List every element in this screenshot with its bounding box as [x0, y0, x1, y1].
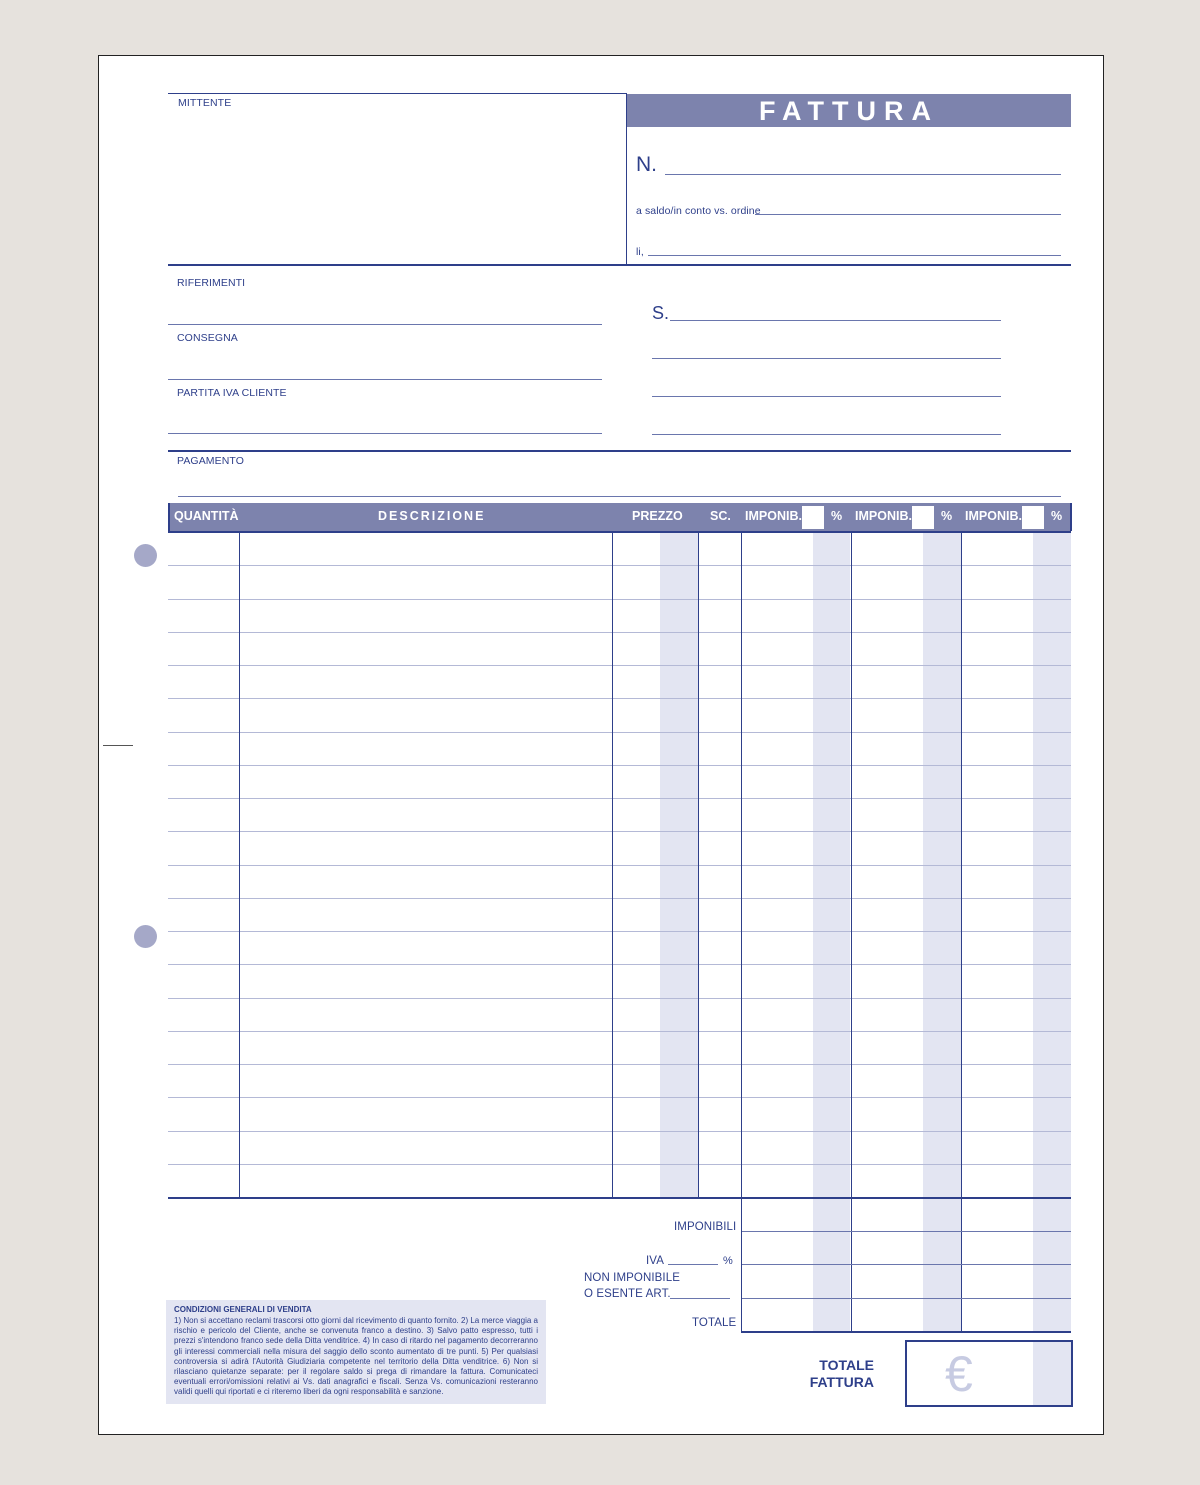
exempt-article-label: O ESENTE ART. [584, 1288, 671, 1300]
exempt-article-field[interactable] [670, 1298, 730, 1299]
table-row-line [168, 931, 1071, 932]
totals-line-2 [742, 1264, 1071, 1265]
table-row-line [168, 998, 1071, 999]
table-row-line [168, 698, 1071, 699]
col-price-header: PREZZO [632, 509, 683, 523]
conditions-text: 1) Non si accettano reclami trascorsi otto giorni dal ricevimento di quanto fornito. 2) La merce viaggia a rischio e pericolo del Cliente, anche se convenuta franco a destino. 3) Salvo patto espresso, tutti i prezzi s'intendono franco sede della Ditta venditrice. 4) In caso di ritardo nel pagamento decorreranno gli interessi commerciali nella misura del saggio dello sconto aumentato di tre punti. 5) Per qualsiasi controversia si adirà l'Autorità Giudiziaria competente nel territorio della Ditta venditrice. 6) Non si rilasciano quietanze separate: per il regolare saldo si prega di rimandare la fattura. Comunicateci eventuali errori/omissioni relativi ai Vs. dati anagrafici e fiscali. Senza Vs. comunicazioni resteranno validi quelli qui riportati e ci riteremo liberi da ogni responsabilità e sanzione. [174, 1316, 538, 1397]
place-label: li, [636, 246, 644, 258]
header-slot-3 [1022, 506, 1044, 529]
table-right-edge [1070, 503, 1072, 531]
section-divider-2 [168, 450, 1071, 452]
header-slot-2 [912, 506, 934, 529]
vat-rate-field[interactable] [668, 1264, 718, 1265]
table-row-line [168, 1131, 1071, 1132]
invoice-total-box[interactable] [905, 1340, 1073, 1407]
table-row-line [168, 831, 1071, 832]
table-row-line [168, 732, 1071, 733]
sender-top-line [168, 93, 626, 94]
number-label: N. [636, 153, 657, 176]
vat-number-label: PARTITA IVA CLIENTE [177, 387, 287, 399]
delivery-label: CONSEGNA [177, 332, 238, 344]
recipient-line-1[interactable] [670, 320, 1001, 321]
conditions-box [166, 1300, 546, 1404]
table-row-line [168, 565, 1071, 566]
col-taxable-2-header: IMPONIB. [855, 509, 912, 523]
totals-bottom [741, 1331, 1071, 1333]
total-cents-band [1033, 1342, 1071, 1405]
col-divider-taxable-1 [851, 532, 852, 1332]
recipient-line-4[interactable] [652, 434, 1001, 435]
recipient-line-3[interactable] [652, 396, 1001, 397]
col-pct-3-header: % [1051, 509, 1063, 523]
number-field[interactable] [665, 174, 1061, 175]
col-divider-quantity [239, 532, 240, 1198]
col-discount-header: SC. [710, 509, 731, 523]
table-row-line [168, 865, 1071, 866]
table-row-line [168, 798, 1071, 799]
fold-mark [103, 745, 133, 746]
table-header [168, 503, 1071, 531]
col-taxable-3-header: IMPONIB. [965, 509, 1022, 523]
order-field[interactable] [755, 214, 1061, 215]
col-divider-discount [741, 532, 742, 1332]
col-description-header: DESCRIZIONE [378, 509, 486, 523]
col-pct-2-header: % [941, 509, 953, 523]
col-divider-price [698, 532, 699, 1198]
col-divider-description [612, 532, 613, 1198]
table-row-line [168, 1031, 1071, 1032]
references-field[interactable] [168, 324, 602, 325]
table-row-line [168, 632, 1071, 633]
vat-percent-sign: % [723, 1255, 733, 1267]
table-row-line [168, 1097, 1071, 1098]
euro-icon: € [945, 1346, 973, 1402]
col-quantity-header: QUANTITÀ [174, 509, 239, 523]
totals-line-3 [742, 1298, 1071, 1299]
table-left-edge [168, 503, 170, 531]
table-row-line [168, 1064, 1071, 1065]
section-divider-1 [168, 264, 1071, 266]
order-label: a saldo/in conto vs. ordine [636, 205, 761, 217]
col-divider-taxable-2 [961, 532, 962, 1332]
table-header-bottom [168, 531, 1071, 533]
col-pct-1-header: % [831, 509, 843, 523]
recipient-line-2[interactable] [652, 358, 1001, 359]
delivery-field[interactable] [168, 379, 602, 380]
vat-number-field[interactable] [168, 433, 602, 434]
header-slot-1 [802, 506, 824, 529]
table-bottom [168, 1197, 1071, 1199]
sender-label: MITTENTE [178, 97, 232, 109]
invoice-total-label-line-2: FATTURA [809, 1374, 874, 1390]
place-date-field[interactable] [648, 255, 1061, 256]
invoice-total-label [790, 1357, 874, 1391]
invoice-title-bar [627, 94, 1071, 127]
table-row-line [168, 765, 1071, 766]
references-label: RIFERIMENTI [177, 277, 246, 289]
table-row-line [168, 898, 1071, 899]
vat-total-label: IVA [646, 1255, 664, 1267]
invoice-title: FATTURA [759, 96, 939, 126]
table-row-line [168, 964, 1071, 965]
payment-field[interactable] [178, 496, 1061, 497]
grand-total-label: TOTALE [692, 1317, 737, 1329]
binder-hole-top [134, 544, 157, 567]
payment-label: PAGAMENTO [177, 455, 245, 467]
totals-line-1 [742, 1231, 1071, 1232]
recipient-label: S. [652, 303, 670, 323]
non-taxable-label: NON IMPONIBILE [584, 1272, 680, 1284]
taxable-total-label: IMPONIBILI [674, 1221, 737, 1233]
conditions-title: CONDIZIONI GENERALI DI VENDITA [174, 1305, 312, 1314]
table-row-line [168, 1164, 1071, 1165]
table-row-line [168, 665, 1071, 666]
table-row-line [168, 599, 1071, 600]
binder-hole-bottom [134, 925, 157, 948]
invoice-total-label-line-1: TOTALE [819, 1357, 874, 1373]
col-taxable-1-header: IMPONIB. [745, 509, 802, 523]
